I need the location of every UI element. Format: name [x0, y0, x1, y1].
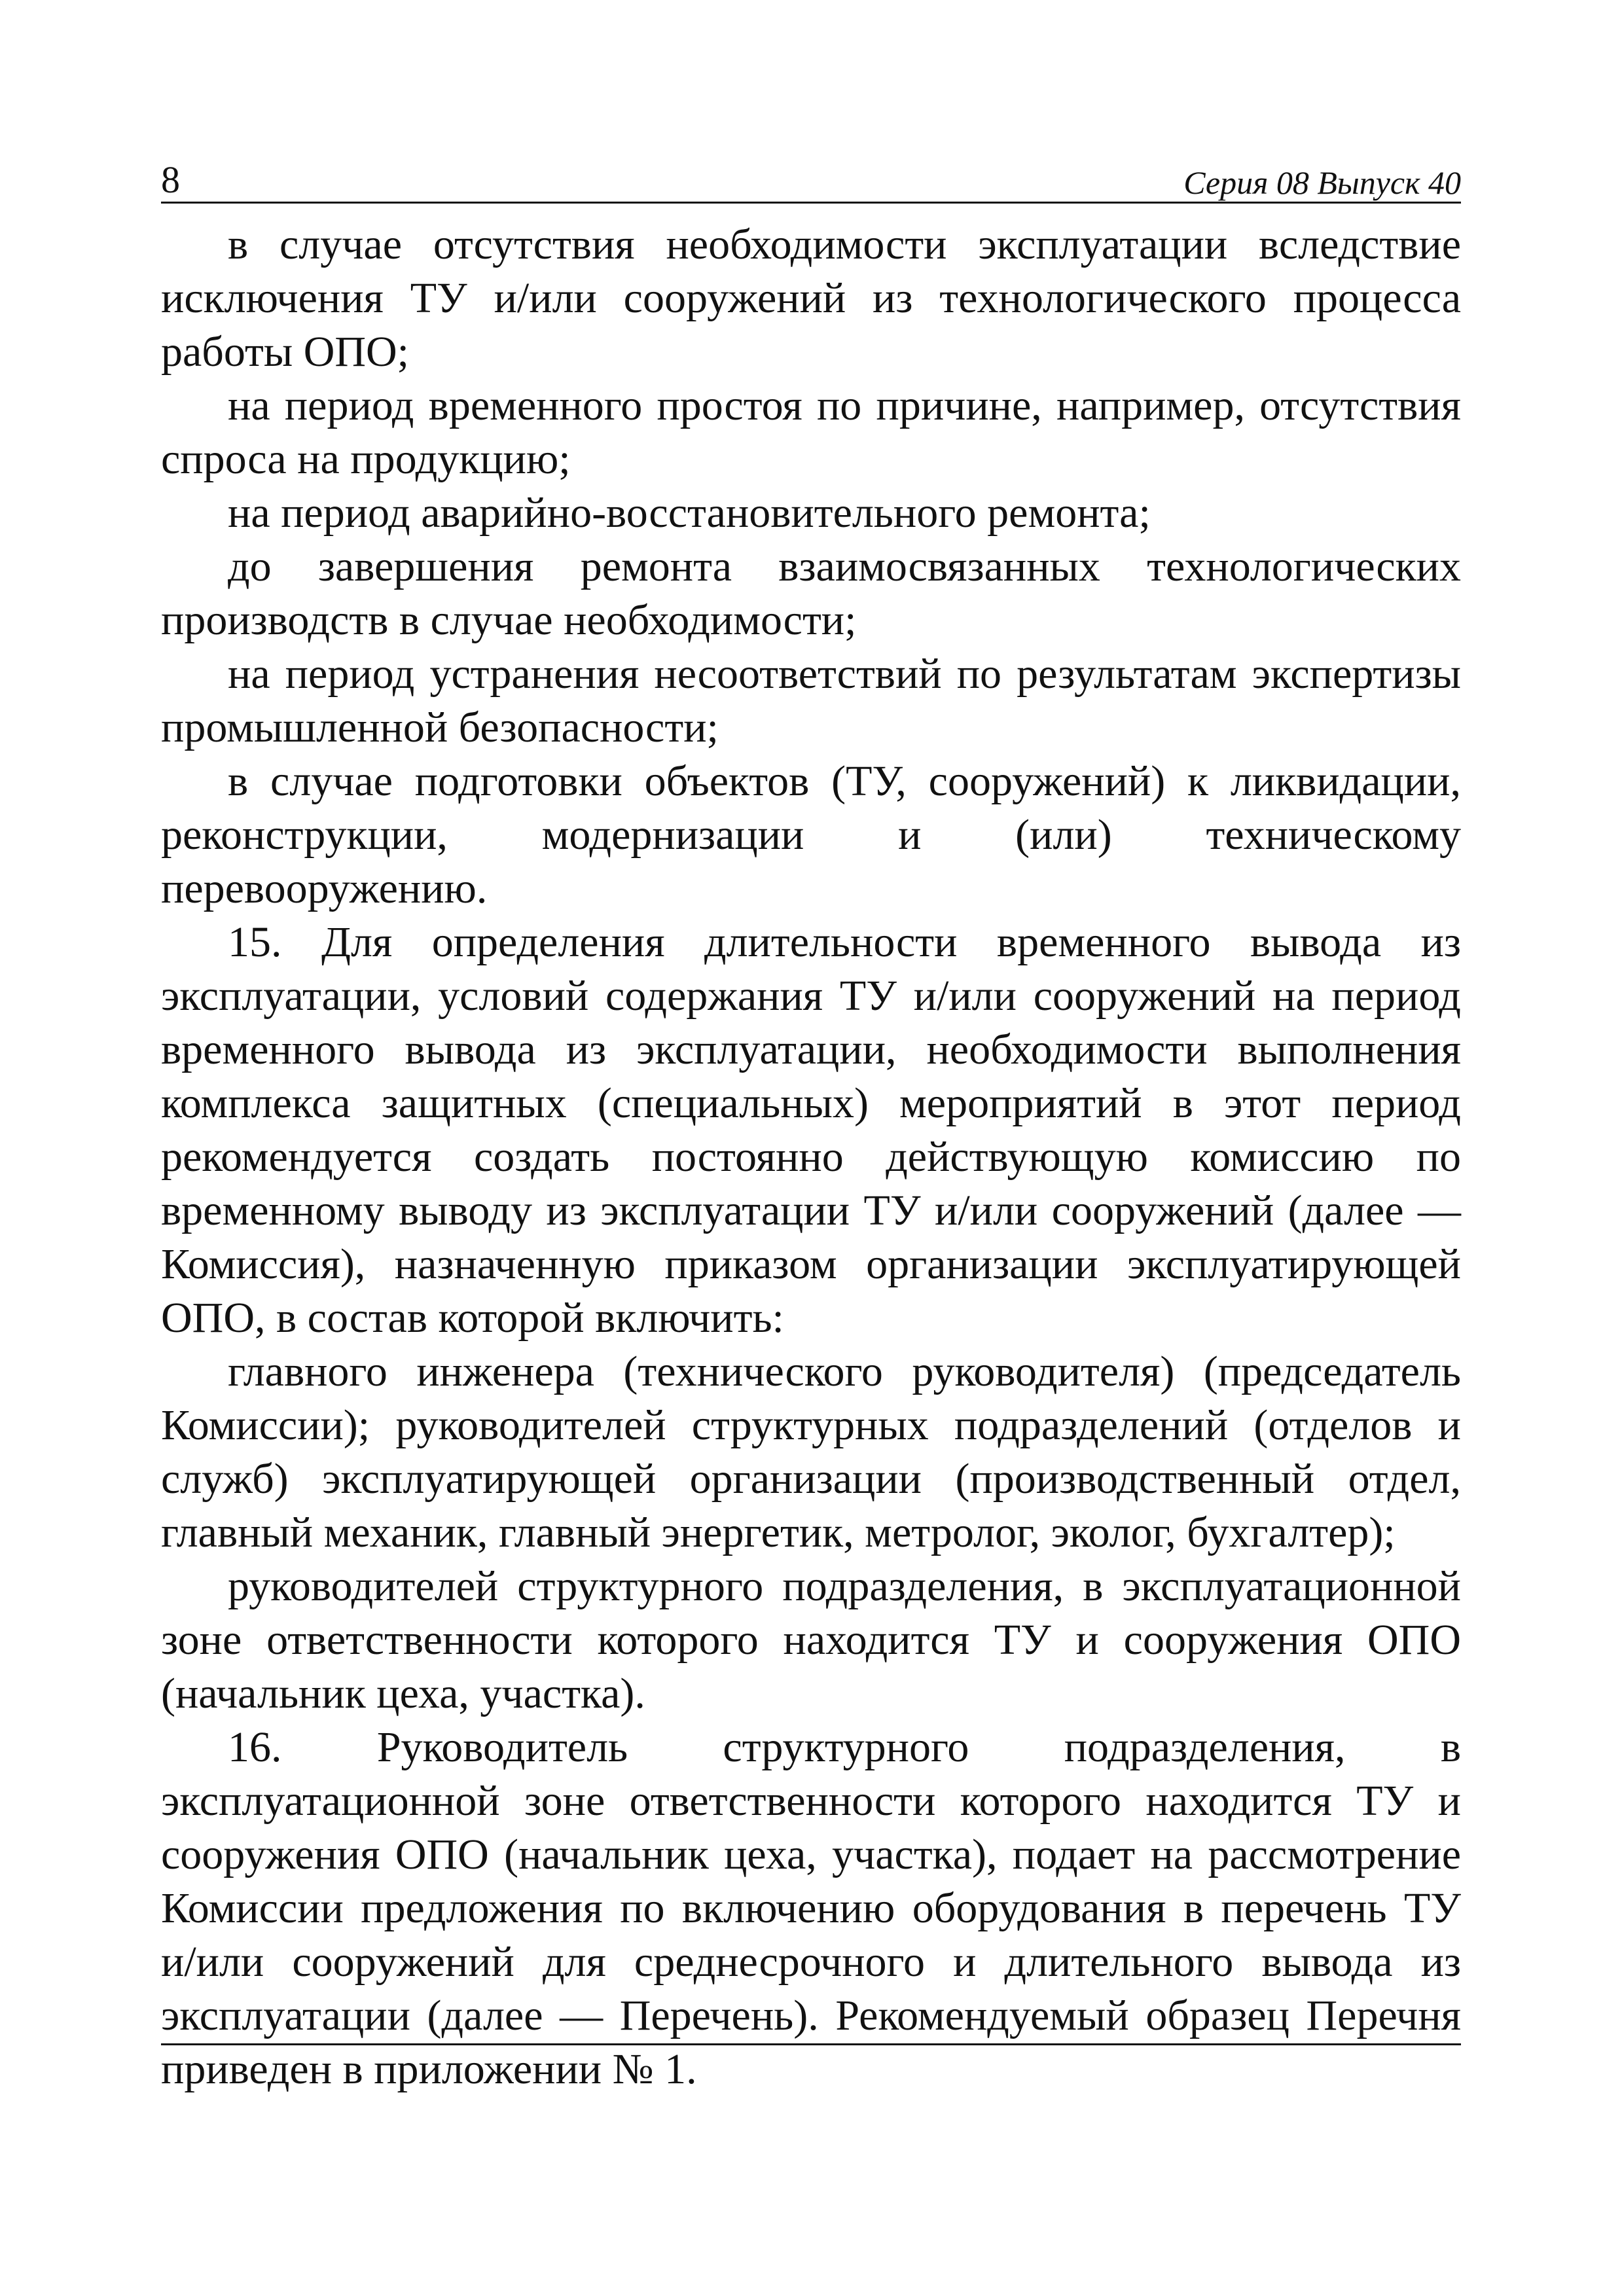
paragraph-item-15: 15. Для определения длительности временного вывода из эксплуатации, условий содержания ТУ и/или сооружений на период временного вывода из эксплуатации, необходимости выполнения комплекса защитных (специальных) мероприятий в этот период рекомендуется создать постоянно действующую комиссию по временному выводу из эксплуатации ТУ и/или сооружений (далее — Комиссия), назначенную приказом организации эксплуатирующей ОПО, в состав которой включить: — [161, 918, 1461, 1342]
paragraph: руководителей структурного подразделения, в эксплуатационной зоне ответственности которого находится ТУ и сооружения ОПО (начальник цеха, участка). — [161, 1562, 1461, 1717]
body-text — [161, 218, 1461, 2096]
footer-rule — [161, 2043, 1461, 2045]
paragraph: в случае подготовки объектов (ТУ, сооружений) к ликвидации, реконструкции, модернизации и (или) техническому перевооружению. — [161, 757, 1461, 912]
page-header — [161, 152, 1461, 204]
paragraph: до завершения ремонта взаимосвязанных технологических производств в случае необходимости; — [161, 543, 1461, 644]
paragraph: главного инженера (технического руководителя) (председатель Комиссии); руководителей структурных подразделений (отделов и служб) эксплуатирующей организации (производственный отдел, главный механик, главный энергетик, метролог, эколог, бухгалтер); — [161, 1348, 1461, 1556]
paragraph-item-16: 16. Руководитель структурного подразделения, в эксплуатационной зоне ответственности которого находится ТУ и сооружения ОПО (начальник цеха, участка), подает на рассмотрение Комиссии предложения по включению оборудования в перечень ТУ и/или сооружений для среднесрочного и длительного вывода из эксплуатации (далее — Перечень). Рекомендуемый образец Перечня приведен в приложении № 1. — [161, 1723, 1461, 2093]
paragraph: на период аварийно-восстановительного ремонта; — [228, 489, 1151, 537]
page-number: 8 — [161, 158, 180, 201]
paragraph: на период временного простоя по причине, например, отсутствия спроса на продукцию; — [161, 382, 1461, 483]
paragraph: в случае отсутствия необходимости эксплуатации вследствие исключения ТУ и/или сооружений из технологического процесса работы ОПО; — [161, 221, 1461, 376]
running-title: Серия 08 Выпуск 40 — [1183, 164, 1461, 201]
paragraph: на период устранения несоответствий по результатам экспертизы промышленной безопасности; — [161, 650, 1461, 751]
